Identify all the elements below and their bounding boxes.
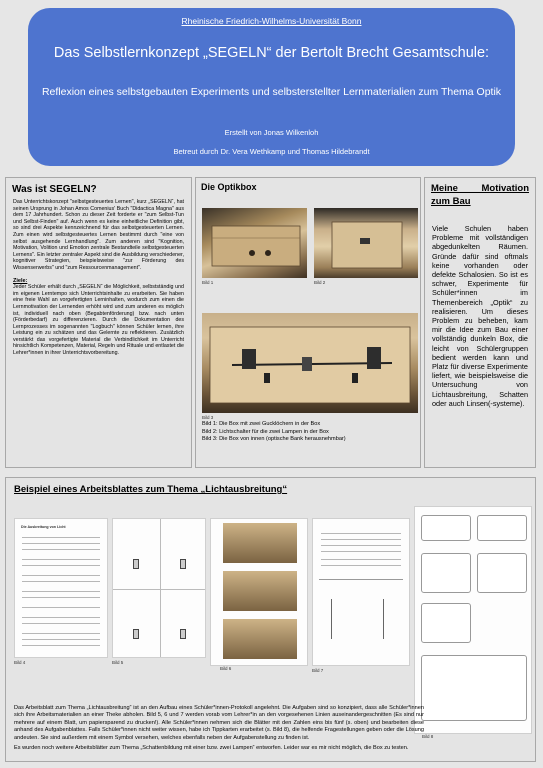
bild-4-label: Bild 4 (14, 660, 26, 665)
segeln-panel (5, 177, 192, 468)
protocol-sheet (312, 518, 410, 666)
supervisor-line: Betreut durch Dr. Vera Wethkamp und Thomas Hildebrandt (173, 147, 370, 156)
bild-1-label: Bild 1 (202, 280, 214, 285)
motivation-heading: Meine Motivation zum Bau (431, 183, 529, 207)
caption-bild-1: Bild 1: Die Box mit zwei Gucklöchern in der Box (202, 421, 321, 427)
lamp-icon (180, 629, 186, 639)
optical-bench-illustration (202, 313, 418, 413)
tip-card (477, 515, 527, 541)
tip-card (421, 553, 471, 593)
bild-5-label: Bild 5 (112, 660, 124, 665)
optikbox-heading: Die Optikbox (201, 182, 257, 192)
lamp-cards-sheet (112, 518, 206, 658)
university-link[interactable]: Rheinische Friedrich-Wilhelms-Universität Bonn (181, 16, 362, 26)
tip-card (421, 515, 471, 541)
tip-card (421, 655, 527, 721)
author-line: Erstellt von Jonas Wilkenloh (224, 128, 319, 137)
segeln-intro-text: Das Unterrichtskonzept "selbstgesteuertes Lernen", kurz „SEGELN“, hat seinen Ursprung in Johan Amos Comenius' Buch "Didactica Magna" aus dem 17 Jahrhundert. Schon zu dieser Zeit forderte er "zum Selbst-Tun und Selbst-Finden" auf. Auch wenn es keine einheitliche Definition gibt, so sind drei Aspekte kennzeichnend für das selbstgesteuerten Lernen. Zum einen wird selbstgesteuertes Lernen bestimmt durch "eine von selbst ausgehende Lernhandlung". Zum anderen sind "Kognition, Motivation, Volition und Emotion zentrale Bestandteile selbstgesteuerten Lernens". Ein letzter zentraler Aspekt sind die Ausbildung verschiedener, kognitiver Strategien, beispielsweise "zur Förderung des Wissenserwerbs" und "zum Ressourcenmanagement". (13, 199, 184, 271)
worksheet-heading: Beispiel eines Arbeitsblattes zum Thema „Lichtausbreitung“ (14, 484, 288, 495)
segeln-heading: Was ist SEGELN? (12, 184, 97, 195)
optikbox-panel (195, 177, 421, 468)
motivation-text: Viele Schulen haben Probleme mit vollständigen abgedunkelten Räumen. Gründe dafür sind oftmals keine vorhanden oder defekte Schalosien. So ist es schwer, Experimente für Schüler*innen im Themenbereich „Optik“ zu realisieren. Um dieses Problem zu beheben, kam mir die Idee zum Bau einer vollständig dunkeln Box, die leicht von Schülergruppen bedient werden kann und Platz für diverse Experimente liefert, wie beispielsweise die Untersuchung von Lichtausbreitung, Schatten oder auch Linsen(-systeme). (432, 224, 528, 408)
bild-3-label: Bild 3 (202, 415, 214, 420)
worksheet-note: Es wurden noch weitere Arbeitsblätter zum Thema „Schattenbildung mit einer bzw. zwei Lampen“ entworfen. Leider war es mir nicht möglich, die Box zu testen. (14, 745, 409, 751)
light-switch-photo (314, 208, 418, 278)
box-interior-photo (202, 313, 418, 413)
tip-cards-sheet (414, 506, 532, 734)
segeln-goals-block (6, 278, 191, 357)
bild-6-label: Bild 6 (220, 666, 232, 671)
tip-card (421, 603, 471, 643)
goals-text: Jeder Schüler erhält durch „SEGELN“ die Möglichkeit, selbstständig und im eigenen Lerntempo sich Unterrichtsinhalte zu erarbeiten. Sie haben eine freie Wahl an vorgefertigten Lerninhalten, wodurch zum einen die Lernmotivation der Lernenden erhöht wird und zum anderen es möglich ist, individuell nach oben (Begabtenförderung) bzw. nach unten (Förderbedarf) zu differenzieren. Durch die Dokumentation des Lernprozesses im sogenannten "Logbuch" können Schüler lernen, ihre Leistung ein zu schätzen und das Gelernte zu reflektieren. Zusätzlich verstärkt das vorgefertigte Material die Verbindlichkeit im Unterricht hinsichtlich Kompetenzen, Material, Regeln und Rituale und entlastet die Lehrer*innen in ihrer Unterrichtsvorbereitung. (13, 284, 184, 357)
goals-heading: Ziele: (13, 277, 28, 284)
bild-8-label: Bild 8 (422, 734, 434, 739)
lamp-icon (133, 559, 139, 569)
bild-2-label: Bild 2 (314, 280, 326, 285)
worksheet-description: Das Arbeitsblatt zum Thema „Lichtausbreitung“ ist an den Aufbau eines Schüler*innen-Protokoll angelehnt. Die Aufgaben sind so konzipiert, dass alle Schüler*innen sich ihre Arbeitsmaterialien an einer Theke abholen. Bild 5, 6 und 7 werden vorab vom Lehrer*in an den vorgesehenen Linien auseinandergeschnitten (Es sind nur mehrere auf einem Blatt, um papiersparend zu drucken!). Alle Schüler*innen nehmen sich die Blätter mit den Zahlen eins bis fünf (s. oben) und bearbeiten diese anhand des Aufgabenblattes. Falls Schüler*innen nicht weiter wissen, habe ich Tippkarten erarbeitet (s. Bild 8), die helfende Fragestellungen geben oder die Lösung andeuten. Sie sind außerdem mit einem Symbol versehen, welches ebenfalls neben der Aufgabenstellung zu finden ist. (14, 705, 424, 741)
tip-card (477, 553, 527, 593)
lamp-icon (133, 629, 139, 639)
worksheet-panel (5, 477, 536, 762)
motivation-panel (424, 177, 536, 468)
box-side-illustration (314, 208, 418, 278)
optikbox-captions (202, 421, 346, 444)
poster-title: Das Selbstlernkonzept „SEGELN“ der Bertolt Brecht Gesamtschule: (53, 45, 490, 61)
caption-bild-3: Bild 3: Die Box von innen (optische Bank herausnehmbar) (202, 436, 346, 443)
bild-7-label: Bild 7 (312, 668, 324, 673)
caption-bild-2: Bild 2: Lichtschalter für die zwei Lampen in der Box (202, 428, 329, 435)
photo-strips-sheet (210, 518, 308, 666)
worksheet-main-sheet (14, 518, 108, 658)
poster-header (28, 8, 515, 166)
sheet-title: Die Ausbreitung von Licht (21, 525, 66, 529)
lamp-icon (180, 559, 186, 569)
box-closed-photo (202, 208, 307, 278)
box-closed-illustration (202, 208, 307, 278)
poster-subtitle: Reflexion eines selbstgebauten Experiments und selbsterstellter Lernmaterialien zum Thema Optik (41, 86, 502, 98)
